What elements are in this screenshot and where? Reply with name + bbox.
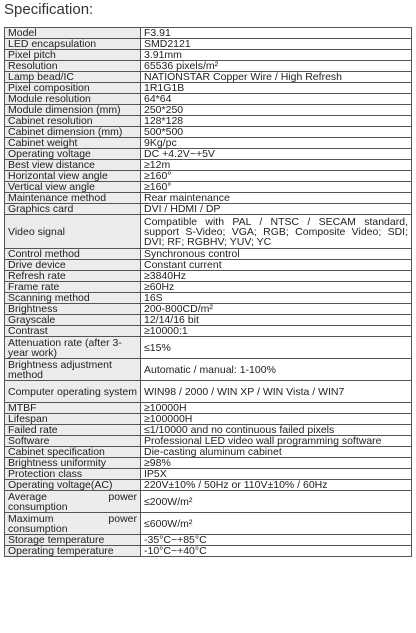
table-row xyxy=(5,447,412,458)
table-row xyxy=(5,304,412,315)
table-row xyxy=(5,469,412,480)
row-value: Die-casting aluminum cabinet xyxy=(141,447,412,458)
row-label: Brightness adjustment method xyxy=(5,359,141,381)
table-row xyxy=(5,535,412,546)
table-row xyxy=(5,293,412,304)
table-row xyxy=(5,491,412,513)
row-label: Horizontal view angle xyxy=(5,171,141,182)
row-label: Drive device xyxy=(5,260,141,271)
table-row xyxy=(5,315,412,326)
table-row xyxy=(5,94,412,105)
table-row xyxy=(5,513,412,535)
row-label: Resolution xyxy=(5,61,141,72)
row-value: ≥12m xyxy=(141,160,412,171)
row-value: DC +4.2V~+5V xyxy=(141,149,412,160)
table-row xyxy=(5,138,412,149)
row-value: Rear maintenance xyxy=(141,193,412,204)
row-label: Grayscale xyxy=(5,315,141,326)
row-value: 200-800CD/m² xyxy=(141,304,412,315)
row-label: Storage temperature xyxy=(5,535,141,546)
row-label: Cabinet resolution xyxy=(5,116,141,127)
row-label: Contrast xyxy=(5,326,141,337)
row-label: Brightness xyxy=(5,304,141,315)
row-label: Operating voltage(AC) xyxy=(5,480,141,491)
row-value: -35°C~+85°C xyxy=(141,535,412,546)
table-row xyxy=(5,403,412,414)
row-label: Protection class xyxy=(5,469,141,480)
row-value: ≥100000H xyxy=(141,414,412,425)
row-label: Operating temperature xyxy=(5,546,141,557)
row-value: WIN98 / 2000 / WIN XP / WIN Vista / WIN7 xyxy=(141,381,412,403)
table-row xyxy=(5,326,412,337)
row-label: LED encapsulation xyxy=(5,39,141,50)
row-label: Average power consumption xyxy=(5,491,141,513)
row-label: Computer operating system xyxy=(5,381,141,403)
table-row xyxy=(5,149,412,160)
table-row xyxy=(5,127,412,138)
row-value: 9Kg/pc xyxy=(141,138,412,149)
row-value: 250*250 xyxy=(141,105,412,116)
table-row xyxy=(5,61,412,72)
row-label: Cabinet specification xyxy=(5,447,141,458)
table-row xyxy=(5,116,412,127)
row-label: Operating voltage xyxy=(5,149,141,160)
row-value: DVI / HDMI / DP xyxy=(141,204,412,215)
row-value: Professional LED video wall programming software xyxy=(141,436,412,447)
row-value: ≥60Hz xyxy=(141,282,412,293)
row-label: Cabinet weight xyxy=(5,138,141,149)
table-row xyxy=(5,83,412,94)
table-row xyxy=(5,50,412,61)
table-row xyxy=(5,381,412,403)
table-row xyxy=(5,282,412,293)
row-value: 3.91mm xyxy=(141,50,412,61)
row-value: ≤600W/m² xyxy=(141,513,412,535)
row-value: ≥10000H xyxy=(141,403,412,414)
row-label: Vertical view angle xyxy=(5,182,141,193)
row-value: ≥3840Hz xyxy=(141,271,412,282)
row-value: 128*128 xyxy=(141,116,412,127)
row-label: Module dimension (mm) xyxy=(5,105,141,116)
table-row xyxy=(5,72,412,83)
row-label: Video signal xyxy=(5,215,141,249)
row-value: Automatic / manual: 1-100% xyxy=(141,359,412,381)
row-label: Control method xyxy=(5,249,141,260)
row-label: Module resolution xyxy=(5,94,141,105)
table-row xyxy=(5,28,412,39)
table-row xyxy=(5,160,412,171)
table-row xyxy=(5,215,412,249)
row-label: Scanning method xyxy=(5,293,141,304)
row-value: Compatible with PAL / NTSC / SECAM standard, support S-Video; VGA; RGB; Composite Video; SDI; DVI; RF; RGBHV; YUV; YC xyxy=(141,215,412,249)
table-row xyxy=(5,546,412,557)
row-label: Best view distance xyxy=(5,160,141,171)
row-label: Attenuation rate (after 3-year work) xyxy=(5,337,141,359)
row-label: Refresh rate xyxy=(5,271,141,282)
row-value: Constant current xyxy=(141,260,412,271)
table-row xyxy=(5,171,412,182)
row-value: F3.91 xyxy=(141,28,412,39)
row-label: Cabinet dimension (mm) xyxy=(5,127,141,138)
table-row xyxy=(5,105,412,116)
row-label: Pixel pitch xyxy=(5,50,141,61)
page-title: Specification: xyxy=(4,1,94,18)
row-label: MTBF xyxy=(5,403,141,414)
row-value: 220V±10% / 50Hz or 110V±10% / 60Hz xyxy=(141,480,412,491)
row-value: 65536 pixels/m² xyxy=(141,61,412,72)
table-row xyxy=(5,359,412,381)
table-row xyxy=(5,480,412,491)
table-row xyxy=(5,425,412,436)
row-value: ≥98% xyxy=(141,458,412,469)
row-value: 64*64 xyxy=(141,94,412,105)
row-value: IP5X xyxy=(141,469,412,480)
row-label: Maximum power consumption xyxy=(5,513,141,535)
row-value: ≤200W/m² xyxy=(141,491,412,513)
row-value: SMD2121 xyxy=(141,39,412,50)
row-value: ≤15% xyxy=(141,337,412,359)
row-value: 16S xyxy=(141,293,412,304)
table-row xyxy=(5,204,412,215)
row-label: Maintenance method xyxy=(5,193,141,204)
row-value: ≤1/10000 and no continuous failed pixels xyxy=(141,425,412,436)
table-row xyxy=(5,414,412,425)
row-value: -10°C~+40°C xyxy=(141,546,412,557)
table-row xyxy=(5,193,412,204)
row-label: Lamp bead/IC xyxy=(5,72,141,83)
row-value: 1R1G1B xyxy=(141,83,412,94)
row-label: Brightness uniformity xyxy=(5,458,141,469)
table-row xyxy=(5,458,412,469)
row-value: Synchronous control xyxy=(141,249,412,260)
table-row xyxy=(5,337,412,359)
row-value: ≥10000:1 xyxy=(141,326,412,337)
row-label: Model xyxy=(5,28,141,39)
row-label: Graphics card xyxy=(5,204,141,215)
row-label: Pixel composition xyxy=(5,83,141,94)
table-row xyxy=(5,260,412,271)
specification-table xyxy=(4,27,412,557)
row-value: 500*500 xyxy=(141,127,412,138)
row-value: ≥160° xyxy=(141,182,412,193)
row-label: Lifespan xyxy=(5,414,141,425)
row-value: 12/14/16 bit xyxy=(141,315,412,326)
row-value: NATIONSTAR Copper Wire / High Refresh xyxy=(141,72,412,83)
row-label: Frame rate xyxy=(5,282,141,293)
table-row xyxy=(5,436,412,447)
row-label: Failed rate xyxy=(5,425,141,436)
table-row xyxy=(5,182,412,193)
table-row xyxy=(5,271,412,282)
table-row xyxy=(5,249,412,260)
row-label: Software xyxy=(5,436,141,447)
table-row xyxy=(5,39,412,50)
row-value: ≥160° xyxy=(141,171,412,182)
